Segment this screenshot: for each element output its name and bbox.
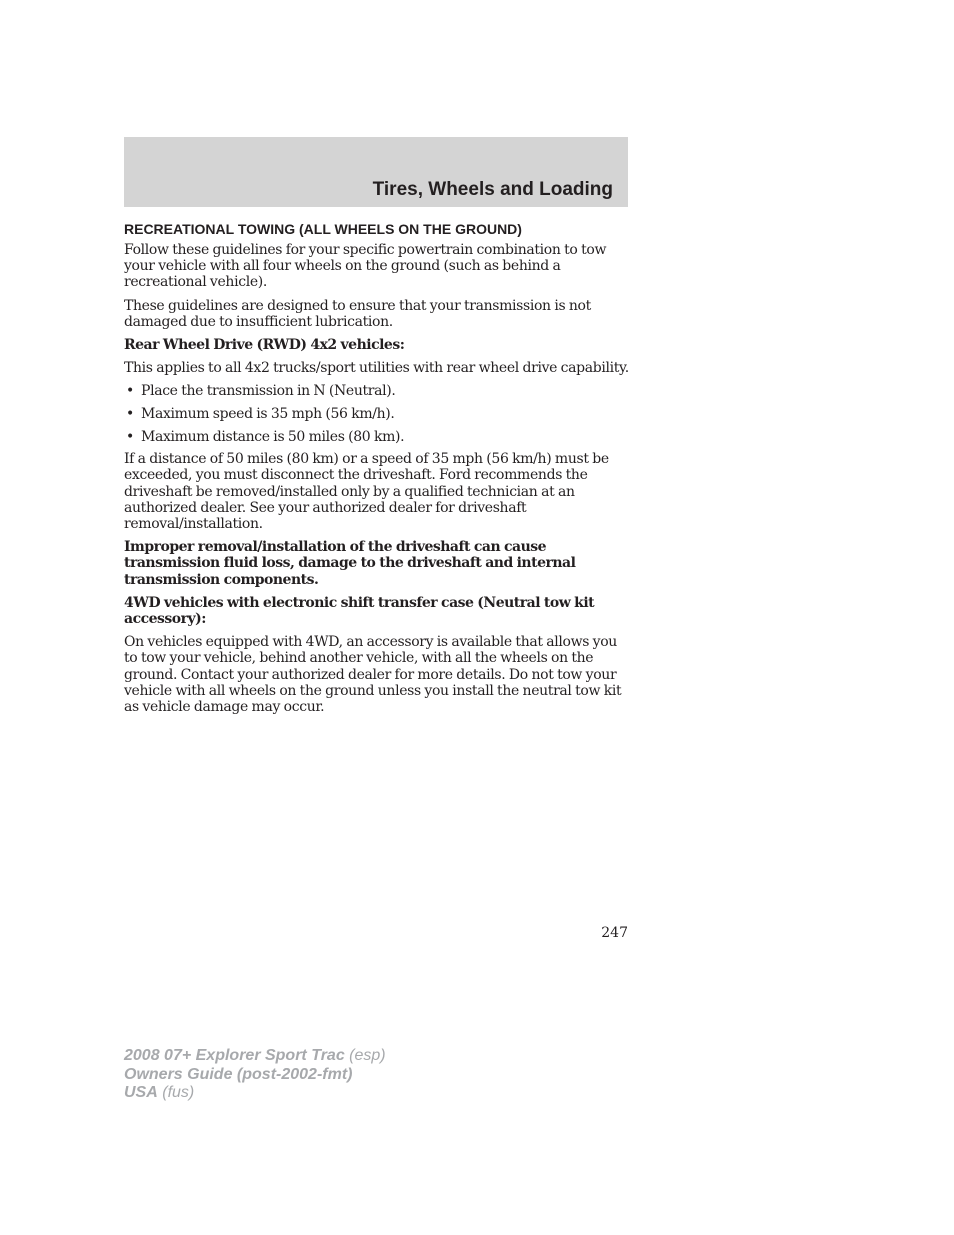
list-item-text: Place the transmission in N (Neutral). [141, 383, 396, 400]
footer-market-code: (fus) [162, 1084, 195, 1101]
page-content [124, 221, 632, 722]
footer-line-model [124, 1047, 386, 1066]
guidelines-note-paragraph: These guidelines are designed to ensure that your transmission is not damaged due to insufficient lubrication. [124, 297, 591, 330]
footer-guide-name: Owners Guide (post-2002-fmt) [124, 1065, 353, 1083]
list-item-text: Maximum speed is 35 mph (56 km/h). [141, 406, 395, 423]
document-footer [124, 1047, 386, 1103]
rwd-applies-paragraph: This applies to all 4x2 trucks/sport utilities with rear wheel drive capability. [124, 360, 629, 377]
bullet-dot-icon: • [126, 406, 134, 423]
driveshaft-paragraph: If a distance of 50 miles (80 km) or a speed of 35 mph (56 km/h) must be exceeded, you must disconnect the driveshaft. Ford recommends the driveshaft be removed/installed only by a qualified technician at an authorized dealer. See your authorized dealer for driveshaft removal/installation. [124, 451, 609, 533]
bullet-dot-icon: • [126, 383, 134, 400]
intro-paragraph: Follow these guidelines for your specific powertrain combination to tow your vehicle with all four wheels on the ground (such as behind a recreational vehicle). [124, 242, 607, 291]
list-item [124, 429, 632, 445]
footer-line-market [124, 1084, 386, 1103]
list-item [124, 383, 632, 399]
section-heading: RECREATIONAL TOWING (ALL WHEELS ON THE GROUND) [124, 221, 522, 237]
bullet-dot-icon: • [126, 428, 134, 445]
list-item-text: Maximum distance is 50 miles (80 km). [141, 428, 405, 445]
chapter-header-band [124, 137, 628, 207]
driveshaft-warning: Improper removal/installation of the driveshaft can cause transmission fluid loss, damage to the driveshaft and internal transmission components. [124, 539, 576, 588]
footer-model-name: 2008 07+ Explorer Sport Trac [124, 1047, 345, 1064]
page-number: 247 [601, 925, 628, 941]
footer-model-code: (esp) [349, 1047, 386, 1064]
footer-line-guide [124, 1066, 386, 1085]
towing-limits-list [124, 383, 632, 444]
list-item [124, 406, 632, 422]
rwd-subheading: Rear Wheel Drive (RWD) 4x2 vehicles: [124, 337, 405, 354]
fourwd-paragraph: On vehicles equipped with 4WD, an accessory is available that allows you to tow your vehicle, behind another vehicle, with all the wheels on the ground. Contact your authorized dealer for more details. Do not tow your vehicle with all wheels on the ground unless you install the neutral tow kit as vehicle damage may occur. [124, 634, 622, 716]
chapter-title: Tires, Wheels and Loading [372, 179, 613, 200]
footer-market-name: USA [124, 1084, 158, 1101]
fourwd-subheading: 4WD vehicles with electronic shift transfer case (Neutral tow kit accessory): [124, 594, 595, 628]
